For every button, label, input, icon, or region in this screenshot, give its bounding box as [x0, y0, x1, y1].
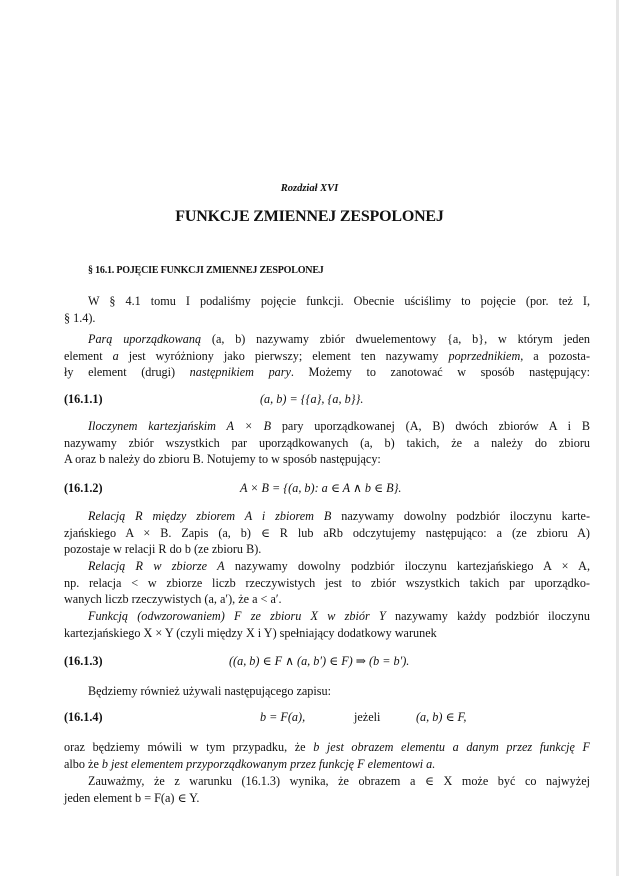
term-function: Funkcją (odwzorowaniem) F ze zbioru X w zbiór Y [88, 609, 386, 623]
text-line: zjańskiego A × B. Zapis (a, b) ∈ R lub aRb odczytujemy następująco: a (ze zbioru A) [64, 525, 590, 540]
term-cartesian-product: Iloczynem kartezjańskim A × B [88, 419, 272, 433]
paragraph-intro [64, 293, 590, 326]
term-relation-between: Relacją R między zbiorem A i zbiorem B [88, 509, 332, 523]
paragraph-cartesian-product [64, 418, 590, 468]
text-fragment: , a pozosta- [520, 348, 591, 363]
paragraph-image [64, 739, 590, 772]
text-line: jeden element b = F(a) ∈ Y. [64, 790, 200, 805]
text-line [64, 348, 590, 365]
text-line: § 1.4). [64, 310, 96, 325]
text-fragment: a [112, 348, 119, 363]
text-fragment: nazywamy dowolny podzbiór iloczynu karte- [331, 509, 591, 523]
text-line: Będziemy również używali następującego zapisu: [88, 684, 331, 698]
term-assigned-element: b jest elementem przyporządkowanym przez funkcję F elementowi a. [101, 756, 436, 771]
text-line [64, 364, 590, 381]
text-line [64, 418, 590, 435]
equation-body-right: (a, b) ∈ F, [416, 710, 467, 724]
chapter-title: FUNKCJE ZMIENNEJ ZESPOLONEJ [175, 208, 444, 225]
text-line: pozostaje w relacji R do b (ze zbioru B). [64, 542, 262, 556]
text-line: kartezjańskiego X × Y (czyli między X i Y) spełniający dodatkowy warunek [64, 625, 437, 640]
term-ordered-pair: Parą uporządkowaną [88, 332, 202, 346]
equation-number: (16.1.1) [64, 392, 103, 406]
paragraph-relation-in [64, 558, 590, 608]
paragraph-ordered-pair [64, 331, 590, 381]
text-fragment: jest wyróżniony jako pierwszy; element ten nazywamy [118, 348, 449, 363]
chapter-label: Rozdział XVI [280, 183, 339, 194]
equation-16-1-1 [64, 392, 590, 410]
text-line [64, 331, 590, 348]
text-line [64, 739, 590, 756]
equation-number: (16.1.2) [64, 481, 103, 495]
text-fragment: nazywamy każdy podzbiór iloczynu [385, 609, 590, 623]
text-line [64, 558, 590, 575]
text-fragment: (a, b) nazywamy zbiór dwuelementowy {a, b}, w którym jeden [201, 332, 590, 346]
paragraph-relation-between [64, 508, 590, 558]
text-fragment: element [64, 348, 113, 363]
term-predecessor: poprzednikiem [448, 348, 521, 363]
text-fragment: pary uporządkowanej (A, B) dwóch zbiorów A i B [271, 419, 590, 433]
equation-16-1-2 [64, 481, 590, 499]
term-image: b jest obrazem elementu a danym przez funkcję F [313, 740, 590, 754]
equation-16-1-3 [64, 654, 590, 672]
equation-connective: jeżeli [354, 710, 381, 724]
paragraph-remark [64, 773, 590, 806]
paragraph-function [64, 608, 590, 641]
text-line: Zauważmy, że z warunku (16.1.3) wynika, że obrazem a ∈ X może być co najwyżej [88, 774, 590, 788]
text-line: np. relacja < w zbiorze liczb rzeczywistych jest to zbiór wszystkich takich par uporządko- [64, 575, 590, 590]
term-successor: następnikiem pary [189, 365, 291, 379]
equation-body: A × B = {(a, b): a ∈ A ∧ b ∈ B}. [240, 481, 402, 495]
text-line: nazywamy zbiór wszystkich par uporządkowanych (a, b) takich, że a należy do zbioru [64, 435, 590, 450]
text-line [64, 608, 590, 625]
equation-body: ((a, b) ∈ F ∧ (a, b′) ∈ F) ⇒ (b = b′). [229, 654, 410, 668]
text-fragment: ły element (drugi) [64, 365, 190, 379]
section-heading: § 16.1. POJĘCIE FUNKCJI ZMIENNEJ ZESPOLONEJ [88, 265, 324, 276]
text-fragment: nazywamy dowolny podzbiór iloczynu kartezjańskiego A × A, [224, 559, 591, 573]
text-fragment: oraz będziemy mówili w tym przypadku, że [64, 740, 314, 754]
paragraph-notation [64, 683, 590, 700]
text-line: W § 4.1 tomu I podaliśmy pojęcie funkcji. Obecnie uściślimy to pojęcie (por. też I, [88, 294, 590, 308]
text-line: wanych liczb rzeczywistych (a, a′), że a < a′. [64, 592, 282, 606]
text-fragment: albo że [64, 756, 102, 771]
term-relation-in: Relacją R w zbiorze A [88, 559, 225, 573]
text-line: A oraz b należy do zbioru B. Notujemy to w sposób następujący: [64, 452, 381, 466]
text-fragment: . Możemy to zanotować w sposób następujący: [290, 365, 590, 379]
text-line [64, 508, 590, 525]
equation-body-left: b = F(a), [260, 710, 306, 724]
text-line [64, 756, 590, 773]
equation-16-1-4 [64, 710, 590, 728]
equation-number: (16.1.3) [64, 654, 103, 668]
equation-body: (a, b) = {{a}, {a, b}}. [260, 392, 364, 406]
equation-number: (16.1.4) [64, 710, 103, 724]
